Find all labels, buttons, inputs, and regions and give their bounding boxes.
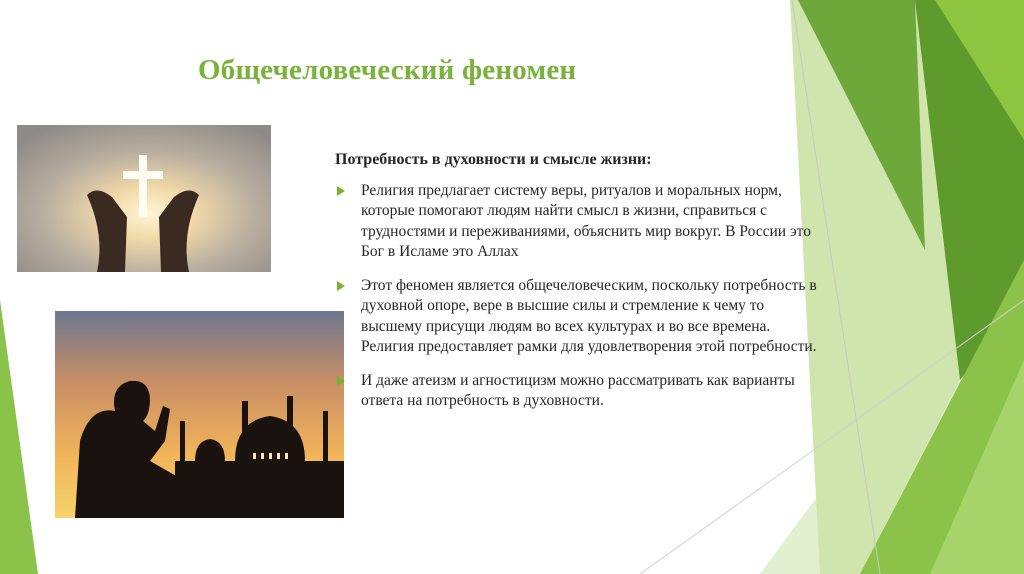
deco-shape-left-edge [0, 300, 38, 574]
subtitle: Потребность в духовности и смысле жизни: [335, 151, 652, 168]
content-block [335, 150, 825, 425]
arrow-bullet-icon [337, 186, 345, 196]
mosque-prayer-photo [55, 311, 344, 518]
slide-title: Общечеловеческий феномен [198, 54, 577, 86]
bullet-item [361, 371, 825, 412]
bullet-text: И даже атеизм и агностицизм можно рассматривать как варианты ответа на потребность в духовности. [361, 371, 795, 409]
arrow-bullet-icon [337, 281, 345, 291]
bullet-item [361, 276, 825, 358]
bullet-text: Этот феномен является общечеловеческим, поскольку потребность в духовной опоре, вере в высшие силы и стремление к чему то высшему присущи людям во всех культурах и во все времена. Религия предоставляет рамки для удовлетворения этой потребности. [361, 276, 817, 355]
bullet-text: Религия предлагает систему веры, ритуалов и моральных норм, которые помогают людям найти смысл в жизни, справиться с трудностями и переживаниями, объяснить мир вокруг. В России это Бог в Исламе это Аллах [361, 181, 811, 260]
hands-cross-photo [17, 125, 271, 272]
bullet-list [335, 181, 825, 412]
bullet-item [361, 181, 825, 263]
arrow-bullet-icon [337, 376, 345, 386]
